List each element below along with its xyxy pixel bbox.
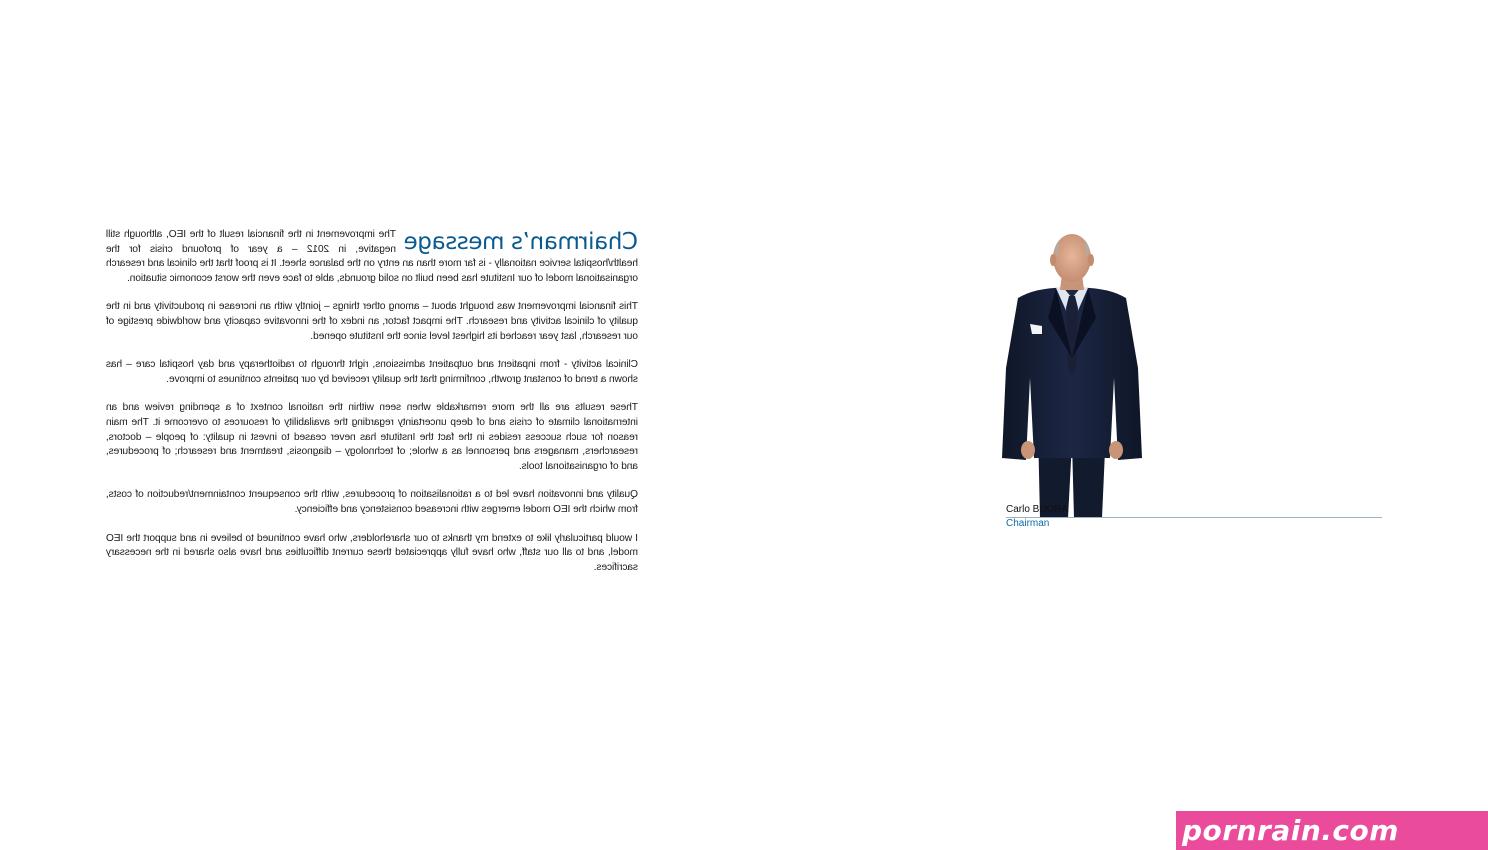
- paragraph: These results are all the more remarkable when seen within the national context of a spending review and an international climate of crisis and of deep uncertainty regarding the availability of resources to overcome it. The main reason for such success resides in the fact the Institute has never ceased to invest in quality: of people – doctors, researchers, managers and personnel as a whole; of technology – diagnosis, treatment and research; of procedures, and of organisational tools.: [106, 402, 638, 472]
- watermark-badge[interactable]: pornrain.com: [1176, 811, 1488, 850]
- paragraph: Quality and innovation have led to a rationalisation of procedures, with the consequent containment/reduction of costs, from which the IEO model emerges with increased consistency and efficiency.: [106, 489, 638, 515]
- paragraph: I would particularly like to extend my thanks to our shareholders, who have continued to believe in and support the IEO model, and to all our staff, who have fully appreciated these current difficulties and have also shared in the necessary sacrifices.: [106, 532, 638, 573]
- paragraph: This financial improvement was brought about – among other things – jointly with an increase in productivity and in the quality of clinical activity and research. The impact factor, an index of the innovative capacity and worldwide prestige of our research, last year reached its highest level since the Institute opened.: [106, 301, 638, 342]
- page-title: Chairman’s message: [403, 229, 638, 255]
- portrait-caption: [1006, 504, 1382, 530]
- portrait-photo-icon: [998, 228, 1146, 518]
- paragraph: Clinical activity - from inpatient and outpatient admissions, right through to radiotherapy and day hospital care – has shown a trend of constant growth, confirming that the quality received by our patients continues to improve.: [106, 359, 638, 385]
- paragraph: The improvement in the financial result of the IEO, although still negative, in 2012 – a year of profound crisis for the health/hospital service nationally - is far more than an entry on the balance sheet. It is proof that the clinical and research organisational model of our Institute has been built on solid grounds, able to face even the worst economic situation.: [106, 229, 638, 284]
- person-role: Chairman: [1006, 518, 1050, 529]
- person-name: Carlo BUORA: [1006, 504, 1069, 515]
- article-body: [106, 228, 638, 589]
